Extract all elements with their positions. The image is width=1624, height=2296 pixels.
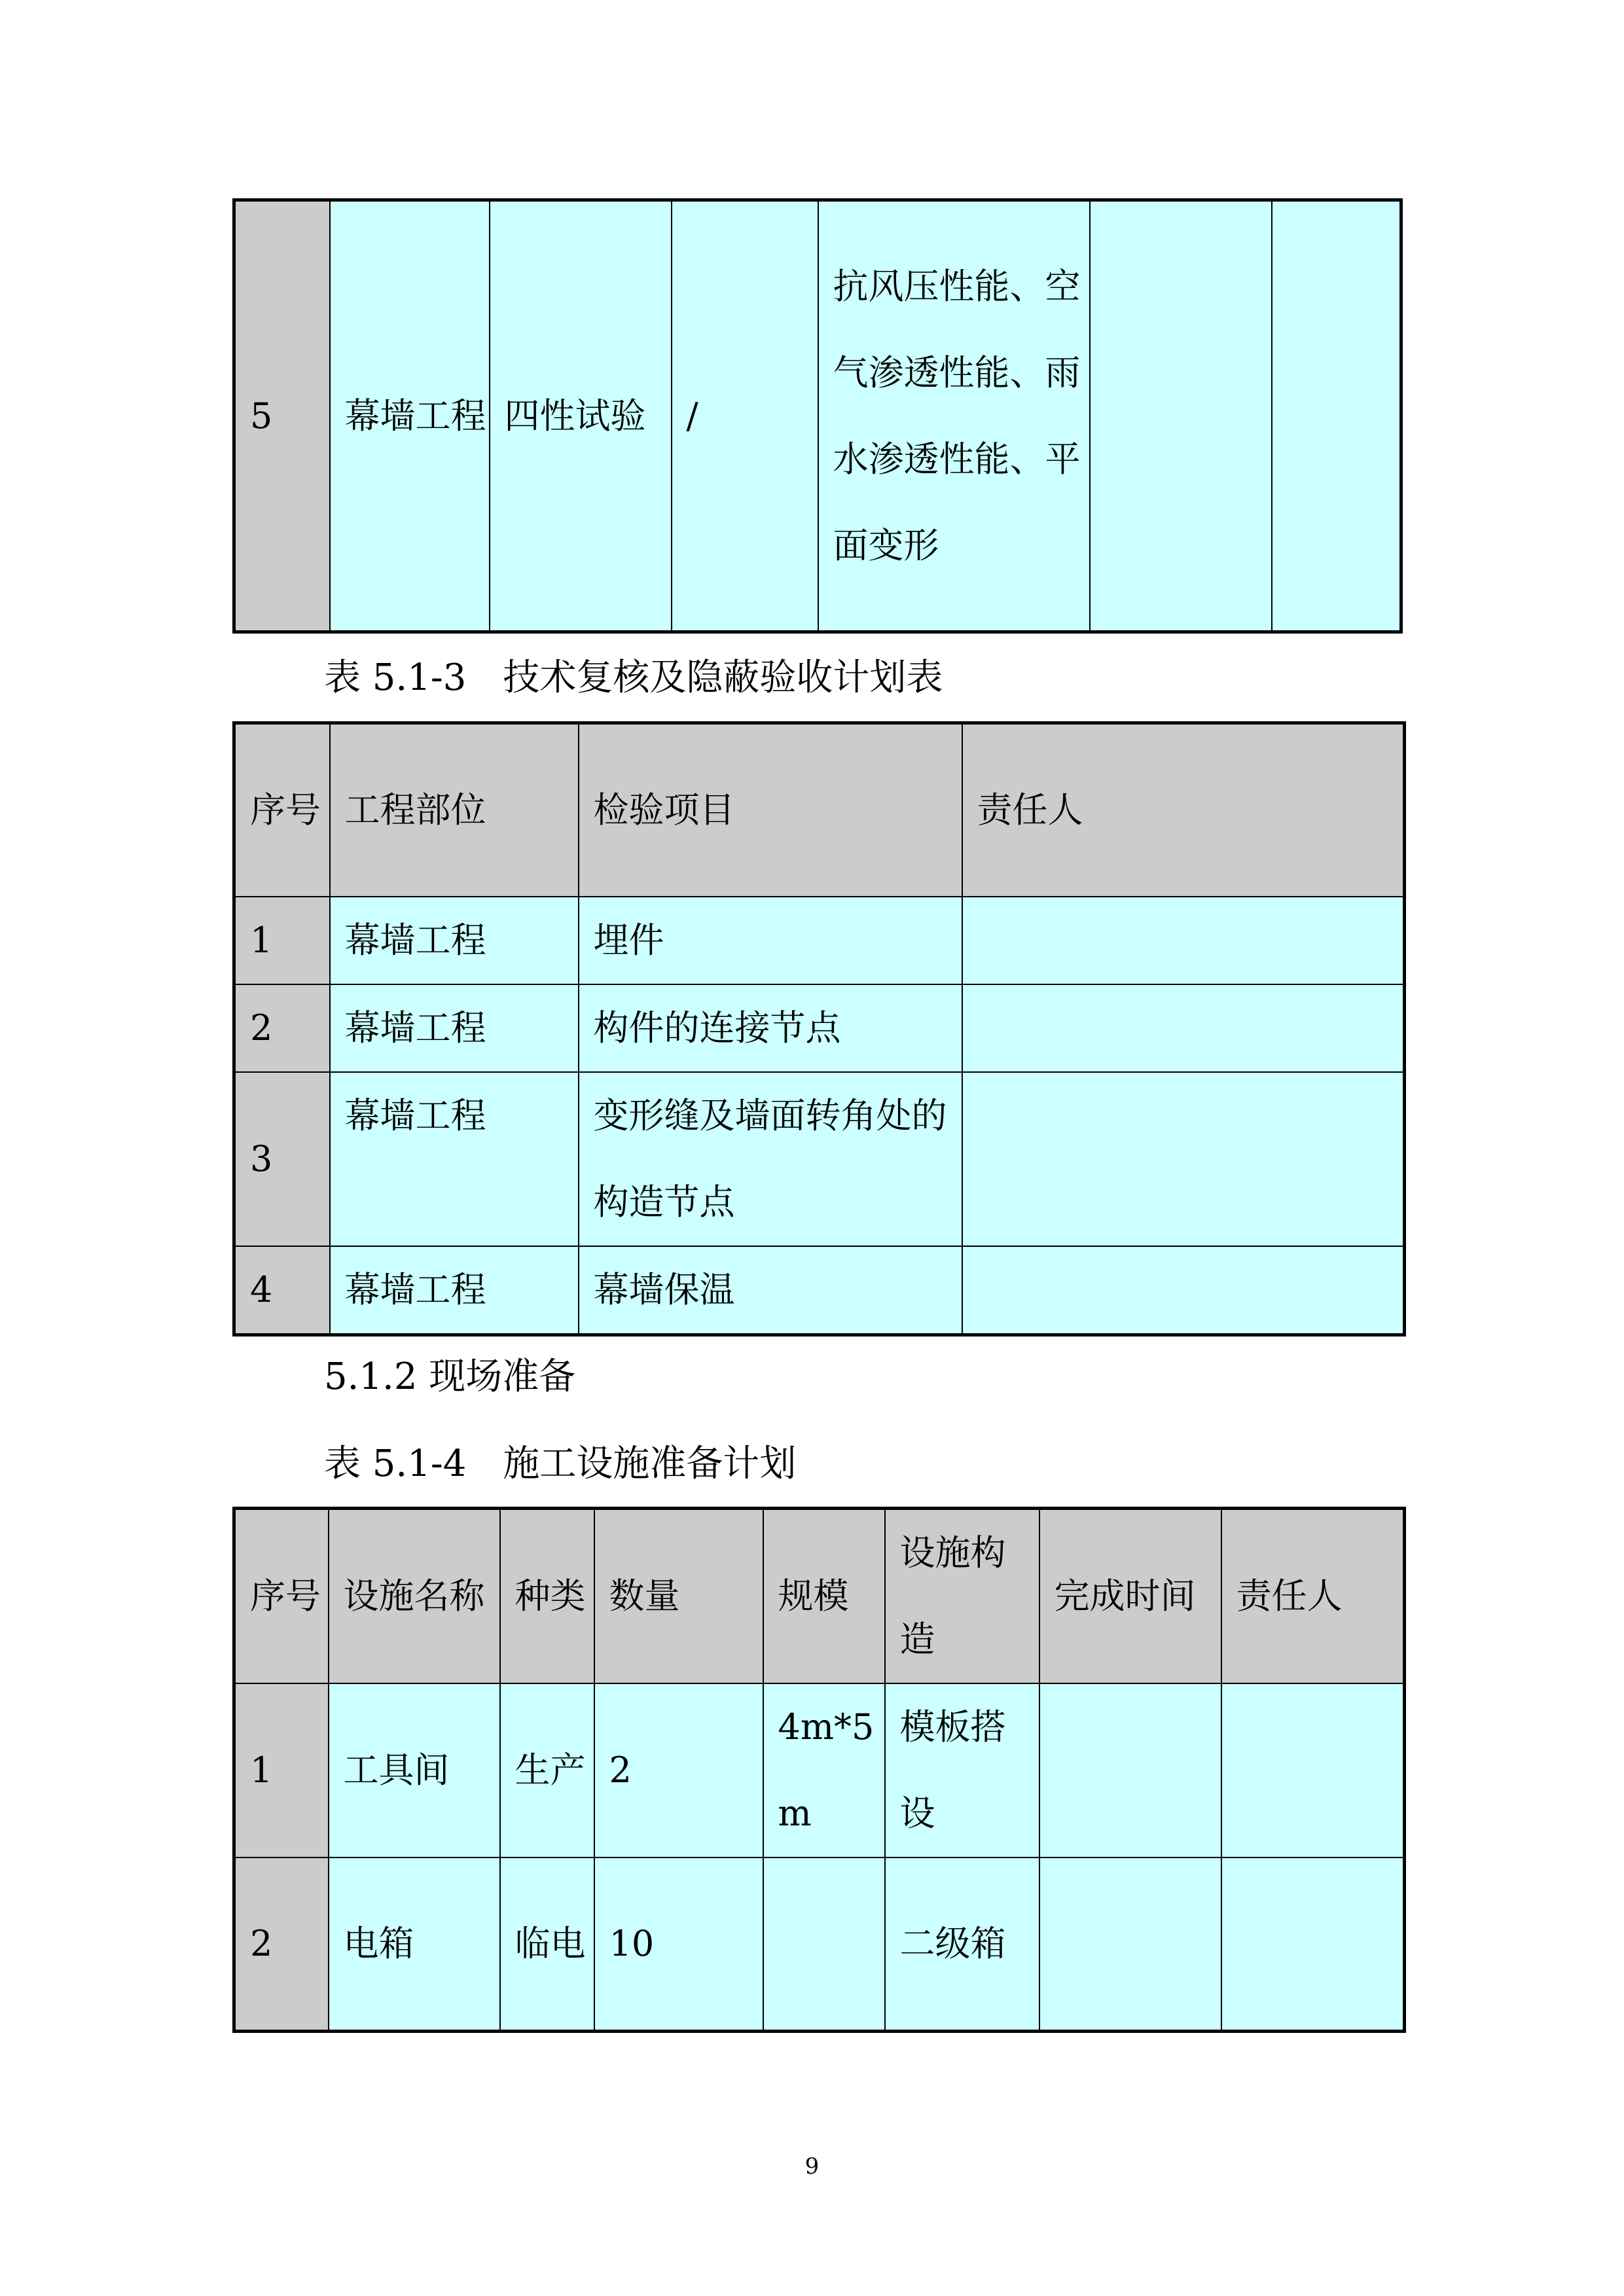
cell-spec: / [672,200,818,632]
table-row [234,897,1405,984]
header-cell: 设施构造 [885,1509,1039,1684]
table-continued [232,198,1403,634]
header-cell: 种类 [500,1509,594,1684]
cell-no: 1 [234,1683,329,1857]
cell-no: 4 [234,1246,330,1335]
cell-no: 1 [234,897,330,984]
cell-part: 幕墙工程 [330,200,490,632]
cell-item: 埋件 [579,897,962,984]
cell-person [1221,1857,1405,2031]
table-row [234,1857,1405,2031]
cell-structure: 二级箱 [885,1857,1039,2031]
cell-item: 幕墙保温 [579,1246,962,1335]
header-cell: 检验项目 [579,723,962,897]
cell-no: 3 [234,1072,330,1246]
cell-qty: 2 [594,1683,763,1857]
cell-empty [1090,200,1272,632]
table-row [234,984,1405,1072]
cell-type: 生产 [500,1683,594,1857]
header-cell: 完成时间 [1039,1509,1221,1684]
cell-scale [763,1857,885,2031]
cell-person [962,897,1405,984]
table-inspection-plan [232,721,1406,1336]
cell-empty [1272,200,1401,632]
cell-part: 幕墙工程 [330,1246,579,1335]
cell-item: 构件的连接节点 [579,984,962,1072]
header-cell: 序号 [234,1509,329,1684]
table-header-row [234,723,1405,897]
table-header-row [234,1509,1405,1684]
cell-person [962,984,1405,1072]
table-row [234,1246,1405,1335]
table-caption-1: 表 5.1-3 技术复核及隐蔽验收计划表 [324,656,943,699]
cell-no: 2 [234,1857,329,2031]
cell-name: 电箱 [329,1857,500,2031]
cell-type: 临电 [500,1857,594,2031]
cell-no: 2 [234,984,330,1072]
section-heading: 5.1.2 现场准备 [324,1355,576,1398]
header-cell: 序号 [234,723,330,897]
cell-item: 四性试验 [490,200,672,632]
cell-structure: 模板搭设 [885,1683,1039,1857]
header-cell: 规模 [763,1509,885,1684]
cell-name: 工具间 [329,1683,500,1857]
header-cell: 责任人 [1221,1509,1405,1684]
header-cell: 设施名称 [329,1509,500,1684]
table-row [234,1683,1405,1857]
cell-part: 幕墙工程 [330,984,579,1072]
cell-person [962,1246,1405,1335]
table-facility-plan [232,1507,1406,2033]
cell-scale: 4m*5m [763,1683,885,1857]
cell-part: 幕墙工程 [330,1072,579,1246]
cell-item: 变形缝及墙面转角处的构造节点 [579,1072,962,1246]
cell-person [1221,1683,1405,1857]
cell-no: 5 [234,200,330,632]
cell-time [1039,1683,1221,1857]
cell-qty: 10 [594,1857,763,2031]
header-cell: 责任人 [962,723,1405,897]
header-cell: 工程部位 [330,723,579,897]
page-number: 9 [804,2153,820,2179]
table-caption-2: 表 5.1-4 施工设施准备计划 [324,1443,797,1485]
cell-time [1039,1857,1221,2031]
table-row [234,1072,1405,1246]
cell-part: 幕墙工程 [330,897,579,984]
cell-content: 抗风压性能、空气渗透性能、雨水渗透性能、平面变形 [818,200,1090,632]
header-cell: 数量 [594,1509,763,1684]
cell-person [962,1072,1405,1246]
table-row [234,200,1401,632]
